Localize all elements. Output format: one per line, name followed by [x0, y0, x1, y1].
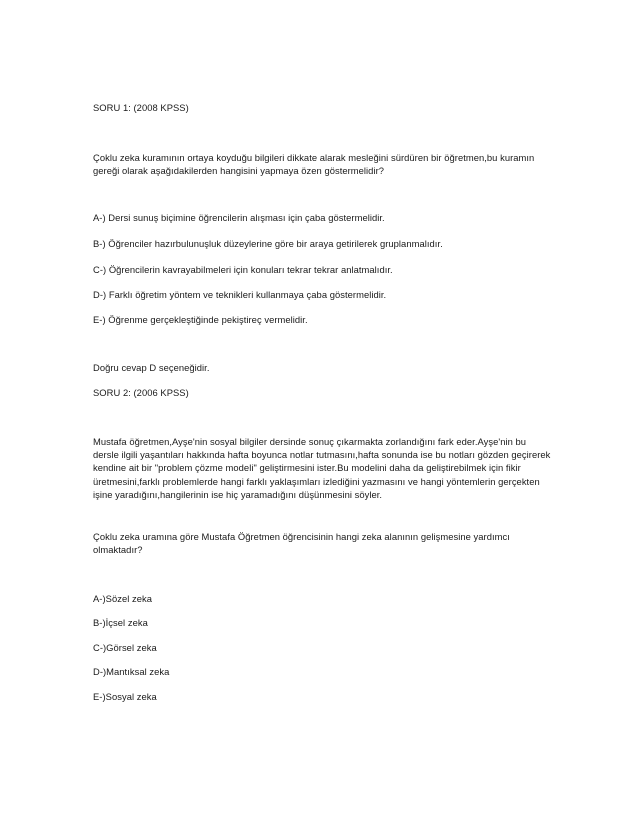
question-2-option-c: C-)Görsel zeka: [93, 642, 157, 653]
question-2-option-d: D-)Mantıksal zeka: [93, 666, 170, 677]
question-2-heading: SORU 2: (2006 KPSS): [93, 387, 189, 398]
question-1-option-c: C-) Öğrencilerin kavrayabilmeleri için konuları tekrar tekrar anlatmalıdır.: [93, 264, 393, 275]
question-2-option-b: B-)İçsel zeka: [93, 617, 148, 628]
question-2-passage: Mustafa öğretmen,Ayşe'nin sosyal bilgiler dersinde sonuç çıkarmakta zorlandığını fark eder.Ayşe'nin bu dersle ilgili yaşantıları hakkında hafta boyunca notlar tutmasını,hafta sonunda ise bu notları gözden geçirerek kendine ait bir "problem çözme modeli" geliştirmesini ister.Bu modelini daha da geliştirebilmek için fikir üretmesini,farklı problemlerde hangi farklı yaklaşımları izlediğini yazmasını ve hangi yöntemlerin gerçekten işine yaradığını,hangilerinin ise hiç yaramadığını düşünmesini söyler.: [93, 436, 551, 500]
question-1-answer: Doğru cevap D seçeneğidir.: [93, 362, 210, 373]
question-1-option-a: A-) Dersi sunuş biçimine öğrencilerin alışması için çaba göstermelidir.: [93, 212, 385, 223]
question-2-option-e: E-)Sosyal zeka: [93, 691, 157, 702]
question-1-option-b: B-) Öğrenciler hazırbulunuşluk düzeylerine göre bir araya getirilerek gruplanmalıdır.: [93, 238, 443, 249]
question-2-text: Çoklu zeka uramına göre Mustafa Öğretmen öğrencisinin hangi zeka alanının gelişmesine yardımcı olmaktadır?: [93, 531, 510, 556]
question-1-text: Çoklu zeka kuramının ortaya koyduğu bilgileri dikkate alarak mesleğini sürdüren bir öğretmen,bu kuramın gereği olarak aşağıdakilerden hangisini yapmaya özen göstermelidir?: [93, 152, 535, 177]
question-2-option-a: A-)Sözel zeka: [93, 593, 153, 604]
question-1-heading: SORU 1: (2008 KPSS): [93, 102, 189, 113]
question-1-option-d: D-) Farklı öğretim yöntem ve teknikleri kullanmaya çaba göstermelidir.: [93, 289, 387, 300]
question-1-option-e: E-) Öğrenme gerçekleştiğinde pekiştireç vermelidir.: [93, 314, 308, 325]
